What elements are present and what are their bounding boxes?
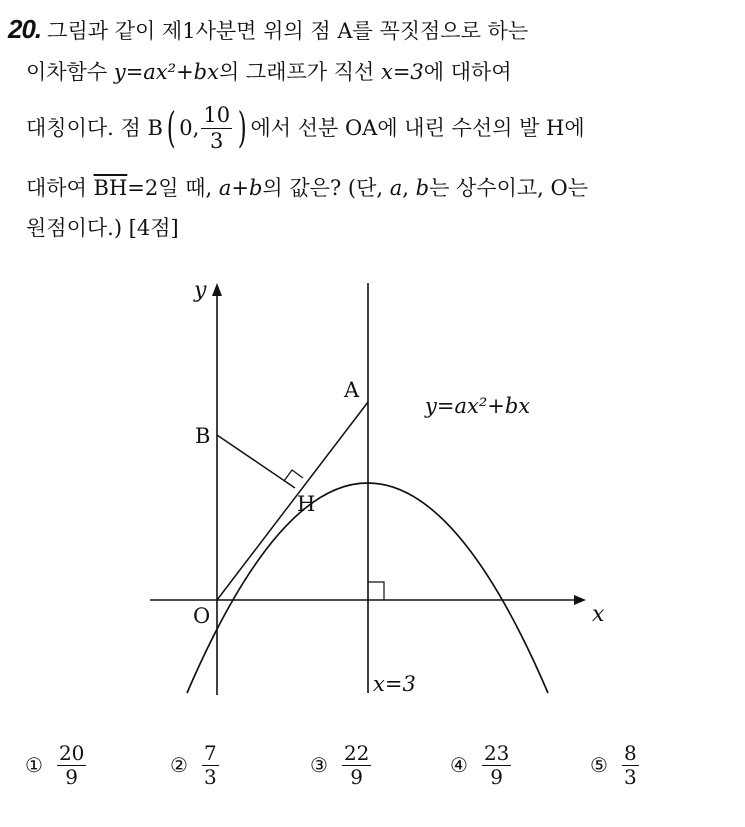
segment-bh-line (217, 435, 295, 488)
label-a: A (344, 378, 360, 402)
frac-denominator: 9 (490, 764, 504, 789)
choice-4[interactable] (450, 735, 513, 795)
frac-numerator: 10 (203, 103, 231, 128)
paren-right: ) (237, 103, 247, 152)
frac-denominator: 3 (210, 128, 224, 153)
text-segment: , (402, 176, 416, 200)
choice-fraction (342, 742, 371, 789)
problem-line-4 (26, 178, 588, 199)
x-axis-arrow (574, 595, 586, 605)
choice-1[interactable] (25, 735, 88, 795)
frac-denominator: 3 (623, 764, 637, 789)
text-segment: 에서 선분 OA에 내린 수선의 발 H에 (250, 115, 585, 140)
label-x-axis: x (592, 602, 605, 627)
label-b: B (195, 424, 211, 448)
label-h: H (297, 492, 316, 516)
choice-2[interactable] (170, 735, 221, 795)
problem-line-5 (26, 218, 179, 239)
problem-line-1 (8, 16, 528, 42)
coord-prefix: 0, (179, 115, 200, 140)
equation-quadratic: y=ax²+bx (113, 60, 219, 84)
right-angle-axis (368, 582, 384, 600)
choice-mark: ③ (310, 753, 328, 777)
frac-numerator: 23 (483, 740, 510, 765)
expression-a-plus-b: a+b (218, 176, 263, 200)
fraction-b-coord (201, 103, 232, 152)
label-line-equation: x=3 (373, 672, 416, 696)
choice-fraction (57, 742, 86, 789)
choice-mark: ⑤ (590, 753, 608, 777)
text-segment: 의 값은? (단, (262, 176, 390, 200)
frac-numerator: 7 (203, 740, 217, 765)
paren-left: ( (166, 103, 176, 152)
text-segment: 원점이다.) [4점] (26, 216, 179, 240)
frac-denominator: 3 (203, 764, 217, 789)
frac-denominator: 9 (350, 764, 364, 789)
choice-3[interactable] (310, 735, 373, 795)
segment-oa (217, 402, 368, 600)
frac-denominator: 9 (65, 764, 79, 789)
problem-line-2 (26, 62, 512, 83)
equation-line: x=3 (380, 60, 424, 84)
text-segment: 에 대하여 (423, 60, 512, 84)
choice-5[interactable] (590, 735, 641, 795)
text-segment: =2일 때, (127, 176, 219, 200)
problem-line1-text: 그림과 같이 제1사분면 위의 점 A를 꼭짓점으로 하는 (47, 19, 529, 43)
frac-numerator: 8 (623, 740, 637, 765)
text-segment: 의 그래프가 직선 (218, 60, 381, 84)
label-curve-equation: y=ax²+bx (425, 394, 531, 418)
var-b: b (415, 176, 430, 200)
frac-numerator: 22 (343, 740, 370, 765)
segment-bh: $\overline{BH}$ (93, 176, 128, 200)
frac-numerator: 20 (58, 740, 85, 765)
choice-mark: ④ (450, 753, 468, 777)
text-segment: 대하여 (26, 176, 94, 200)
choice-fraction (622, 742, 639, 789)
question-number: 20. (8, 14, 42, 44)
problem-line-3 (26, 98, 585, 158)
label-o: O (193, 604, 211, 628)
text-segment: 이차함수 (26, 60, 114, 84)
text-segment: 대칭이다. 점 B (26, 115, 163, 140)
answer-choices (25, 735, 725, 795)
y-axis-arrow (212, 283, 222, 296)
choice-fraction (202, 742, 219, 789)
choice-mark: ② (170, 753, 188, 777)
right-angle-h (284, 470, 303, 481)
choice-mark: ① (25, 753, 43, 777)
graph-figure (150, 275, 605, 705)
var-a: a (389, 176, 403, 200)
choice-fraction (482, 742, 511, 789)
text-segment: 는 상수이고, O는 (429, 176, 589, 200)
label-y-axis: y (194, 278, 207, 303)
